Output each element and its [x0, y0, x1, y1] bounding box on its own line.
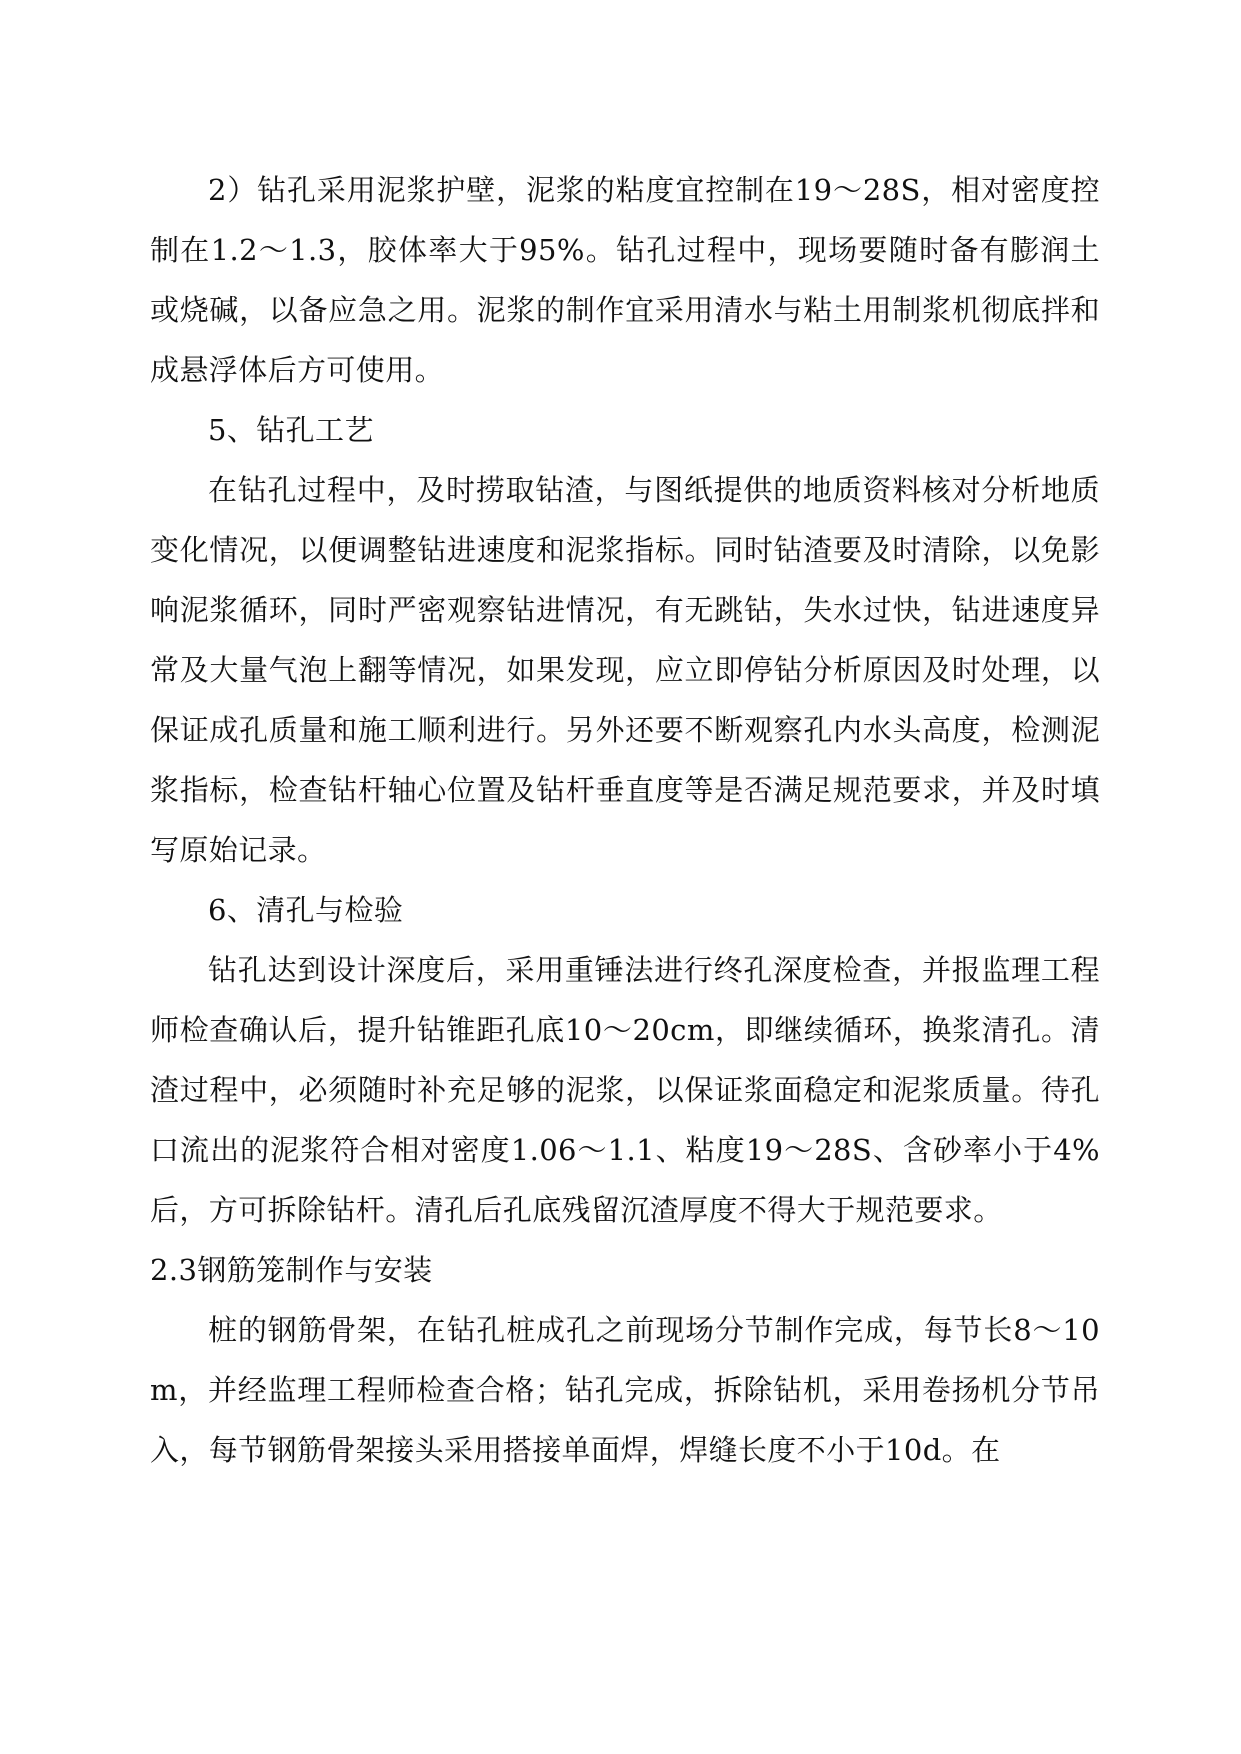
heading-hole-cleaning: 6、清孔与检验 — [208, 893, 404, 927]
heading-drilling-process: 5、钻孔工艺 — [208, 413, 374, 447]
section-heading-rebar-cage: 2.3钢筋笼制作与安装 — [150, 1253, 433, 1287]
paragraph-hole-cleaning: 钻孔达到设计深度后，采用重锤法进行终孔深度检查，并报监理工程师检查确认后，提升钻锥距孔底10～20cm，即继续循环，换浆清孔。清渣过程中，必须随时补充足够的泥浆，以保证浆面稳定和泥浆质量。待孔口流出的泥浆符合相对密度1.06～1.1、粘度19～28S、含砂率小于4%后，方可拆除钻杆。清孔后孔底残留沉渣厚度不得大于规范要求。 — [150, 953, 1100, 1227]
paragraph-mud-wall: 2）钻孔采用泥浆护壁，泥浆的粘度宜控制在19～28S，相对密度控制在1.2～1.3，胶体率大于95%。钻孔过程中，现场要随时备有膨润土或烧碱，以备应急之用。泥浆的制作宜采用清水与粘土用制浆机彻底拌和成悬浮体后方可使用。 — [150, 173, 1100, 387]
paragraph-rebar-cage: 桩的钢筋骨架，在钻孔桩成孔之前现场分节制作完成，每节长8～10m，并经监理工程师检查合格；钻孔完成，拆除钻机，采用卷扬机分节吊入，每节钢筋骨架接头采用搭接单面焊，焊缝长度不小于10d。在 — [150, 1313, 1100, 1467]
document-body — [150, 160, 1100, 1480]
paragraph-drilling-process: 在钻孔过程中，及时捞取钻渣，与图纸提供的地质资料核对分析地质变化情况，以便调整钻进速度和泥浆指标。同时钻渣要及时清除，以免影响泥浆循环，同时严密观察钻进情况，有无跳钻，失水过快，钻进速度异常及大量气泡上翻等情况，如果发现，应立即停钻分析原因及时处理，以保证成孔质量和施工顺利进行。另外还要不断观察孔内水头高度，检测泥浆指标，检查钻杆轴心位置及钻杆垂直度等是否满足规范要求，并及时填写原始记录。 — [150, 473, 1100, 867]
